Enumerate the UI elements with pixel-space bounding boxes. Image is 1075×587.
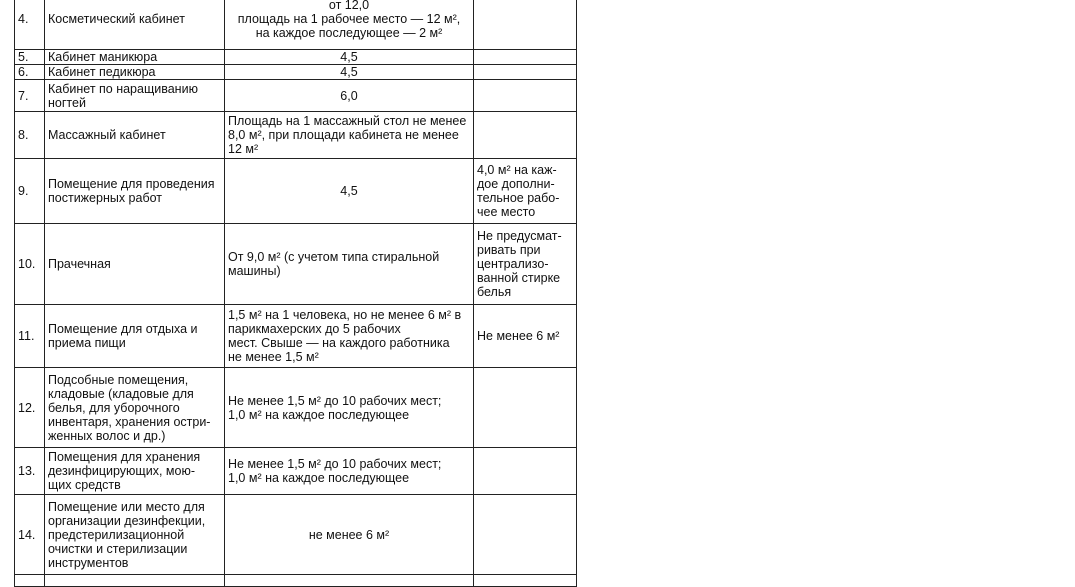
room-name: Помещение для отдыха и приема пищи <box>48 322 198 350</box>
area-norm: 6,0 <box>340 88 358 103</box>
room-name: Подсобные помещения, кладовые (кладовые для белья, для уборочного инвентаря, хранения остри- женных волос и др.) <box>48 372 211 443</box>
table-row <box>15 80 577 112</box>
room-name: Кабинет маникюра <box>48 50 158 64</box>
row-number: 6. <box>18 65 29 79</box>
room-name: Косметический кабинет <box>48 12 185 26</box>
area-norm: Площадь на 1 массажный стол не менее 8,0 м², при площади кабинета не менее 12 м² <box>228 114 467 156</box>
row-number: 4. <box>18 12 29 26</box>
row-number: 14. <box>18 527 36 542</box>
table-row <box>15 305 577 368</box>
area-norm: 4,5 <box>340 65 358 79</box>
table-row <box>15 495 577 575</box>
note: Не предусмат- ривать при централизо- ванной стирке белья <box>477 229 562 299</box>
row-number: 10. <box>18 257 36 271</box>
row-number: 8. <box>18 128 29 142</box>
row-number: 7. <box>18 88 29 103</box>
row-number: 13. <box>18 464 36 478</box>
table-row <box>15 50 577 65</box>
area-norm: 4,5 <box>340 184 358 198</box>
table-row <box>15 112 577 159</box>
row-number: 12. <box>18 400 36 415</box>
row-number: 11. <box>18 329 35 343</box>
room-name: Кабинет по наращиванию ногтей <box>48 81 198 110</box>
room-name: Кабинет педикюра <box>48 65 156 79</box>
area-norm: От 9,0 м² (с учетом типа стиральной машины) <box>228 250 440 278</box>
area-norm: Не менее 1,5 м² до 10 рабочих мест; 1,0 м² на каждое последующее <box>228 457 442 485</box>
area-norm: от 12,0 площадь на 1 рабочее место — 12 м², на каждое последующее — 2 м² <box>237 0 461 40</box>
area-norms-table <box>14 0 577 587</box>
table-row <box>15 159 577 224</box>
room-name: Массажный кабинет <box>48 128 166 142</box>
area-norm: не менее 6 м² <box>308 527 390 542</box>
area-norm: 1,5 м² на 1 человека, но не менее 6 м² в парикмахерских до 5 рабочих мест. Свыше — на каждого работника не менее 1,5 м² <box>228 308 462 364</box>
table-row <box>15 65 577 80</box>
table-row <box>15 448 577 495</box>
room-name: Помещения для хранения дезинфицирующих, мою- щих средств <box>48 450 201 492</box>
note: Не менее 6 м² <box>477 329 560 343</box>
table-row <box>15 224 577 305</box>
area-norm: Не менее 1,5 м² до 10 рабочих мест; 1,0 м² на каждое последующее <box>228 393 442 422</box>
room-name: Помещение или место для организации дезинфекции, предстерилизационной очистки и стерилизации инструментов <box>48 499 206 570</box>
row-number: 9. <box>18 184 29 198</box>
table-row <box>15 368 577 448</box>
area-norm: 4,5 <box>340 50 358 64</box>
note: 4,0 м² на каж- дое дополни- тельное рабо- чее место <box>477 163 560 219</box>
row-number: 5. <box>18 50 29 64</box>
table-row <box>15 0 577 50</box>
room-name: Помещение для проведения постижерных работ <box>48 177 215 205</box>
room-name: Прачечная <box>48 257 111 271</box>
